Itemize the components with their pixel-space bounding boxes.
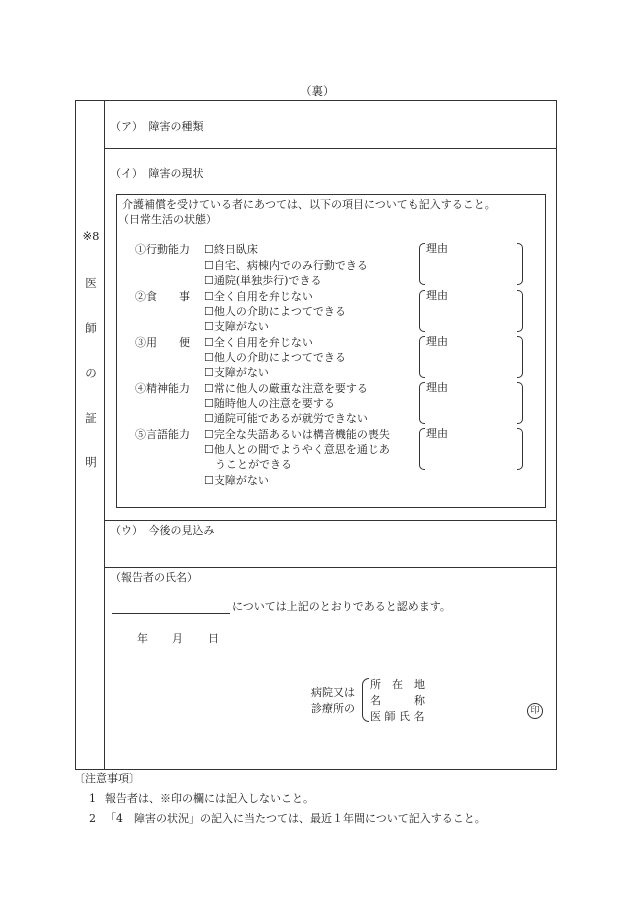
doctor-name-label: 医 師 氏 名 (370, 710, 425, 723)
section-divider (104, 520, 556, 521)
note-number: 2 (89, 812, 96, 825)
section-divider (104, 148, 556, 149)
seal-char: 印 (530, 706, 540, 716)
reporter-name-field[interactable] (112, 598, 230, 614)
checkbox-option[interactable]: ☐全く自用を弁じない (204, 290, 313, 303)
section-u-heading: （ウ） 今後の見込み (110, 524, 215, 537)
date-day-label: 日 (208, 632, 219, 645)
vertical-title-char: ※8 (82, 229, 100, 243)
item-label: ③用 便 (135, 336, 190, 349)
checkbox-option[interactable]: ☐支障がない (204, 474, 269, 487)
reason-label: 理由 (426, 289, 448, 302)
hospital-brace (362, 678, 369, 722)
reason-bracket-right (517, 243, 523, 285)
checkbox-option[interactable]: ☐完全な失語あるいは構音機能の喪失 (204, 428, 390, 441)
note-text: 「4 障害の状況」の記入に当たつては、最近１年間について記入すること。 (105, 812, 486, 825)
hospital-address-label: 所 在 地 (370, 678, 425, 691)
reporter-statement: については上記のとおりであると認めます。 (232, 600, 451, 613)
checkbox-option[interactable]: ☐他人との間でようやく意思を通じあ (204, 443, 390, 456)
item-label: ④精神能力 (135, 382, 190, 395)
hospital-label-line-1: 病院又は (311, 686, 355, 699)
date-month-label: 月 (172, 632, 183, 645)
checkbox-option[interactable]: ☐常に他人の厳重な注意を要する (204, 382, 368, 395)
reason-bracket-left (419, 336, 425, 378)
reason-label: 理由 (426, 381, 448, 394)
reason-bracket-right (517, 428, 523, 470)
reason-bracket-right (517, 290, 523, 332)
instruction-line-1: 介護補償を受けている者にあつては、以下の項目についても記入すること。 (122, 198, 496, 211)
title-column-divider (104, 100, 105, 770)
vertical-title-char: 証 (85, 411, 97, 425)
reason-bracket-left (419, 243, 425, 285)
checkbox-option[interactable]: ☐他人の介助によつてできる (204, 351, 346, 364)
notes-heading: 〔注意事項〕 (74, 772, 140, 785)
reason-label: 理由 (426, 427, 448, 440)
vertical-title-char: 明 (85, 455, 97, 469)
checkbox-option[interactable]: ☐支障がない (204, 366, 269, 379)
checkbox-option[interactable]: ☐通院可能であるが就労できない (204, 412, 368, 425)
reason-label: 理由 (426, 335, 448, 348)
note-number: 1 (89, 792, 96, 805)
page-side-label: （裏） (300, 84, 335, 98)
checkbox-option[interactable]: ☐随時他人の注意を要する (204, 397, 335, 410)
reason-bracket-left (419, 382, 425, 424)
hospital-label-line-2: 診療所の (311, 702, 355, 715)
checkbox-option[interactable]: ☐終日臥床 (204, 243, 258, 256)
vertical-title-char: の (85, 366, 97, 380)
item-label: ①行動能力 (135, 243, 190, 256)
vertical-title-char: 医 (85, 276, 97, 290)
note-text: 報告者は、※印の欄には記入しないこと。 (105, 792, 314, 805)
date-year-label: 年 (137, 632, 148, 645)
reason-bracket-right (517, 336, 523, 378)
item-label: ⑤言語能力 (135, 428, 190, 441)
checkbox-option[interactable]: ☐通院(単独歩行)できる (204, 274, 322, 287)
section-i-heading: （イ） 障害の現状 (110, 167, 204, 180)
reason-label: 理由 (426, 242, 448, 255)
reason-bracket-left (419, 428, 425, 470)
vertical-title (78, 230, 104, 490)
instruction-line-2: （日常生活の状態） (118, 213, 217, 226)
vertical-title-char: 師 (85, 321, 97, 335)
checkbox-option-continuation: うことができる (204, 458, 292, 471)
checkbox-option[interactable]: ☐他人の介助によつてできる (204, 305, 346, 318)
section-divider (104, 567, 556, 568)
section-a-heading: （ア） 障害の種類 (110, 120, 204, 133)
checkbox-option[interactable]: ☐自宅、病棟内でのみ行動できる (204, 259, 368, 272)
seal-mark (527, 703, 543, 719)
reporter-heading: （報告者の氏名） (110, 571, 198, 584)
reason-bracket-right (517, 382, 523, 424)
checkbox-option[interactable]: ☐支障がない (204, 320, 269, 333)
checkbox-option[interactable]: ☐全く自用を弁じない (204, 336, 313, 349)
item-label: ②食 事 (135, 290, 190, 303)
hospital-name-label: 名 称 (370, 694, 425, 707)
reason-bracket-left (419, 290, 425, 332)
